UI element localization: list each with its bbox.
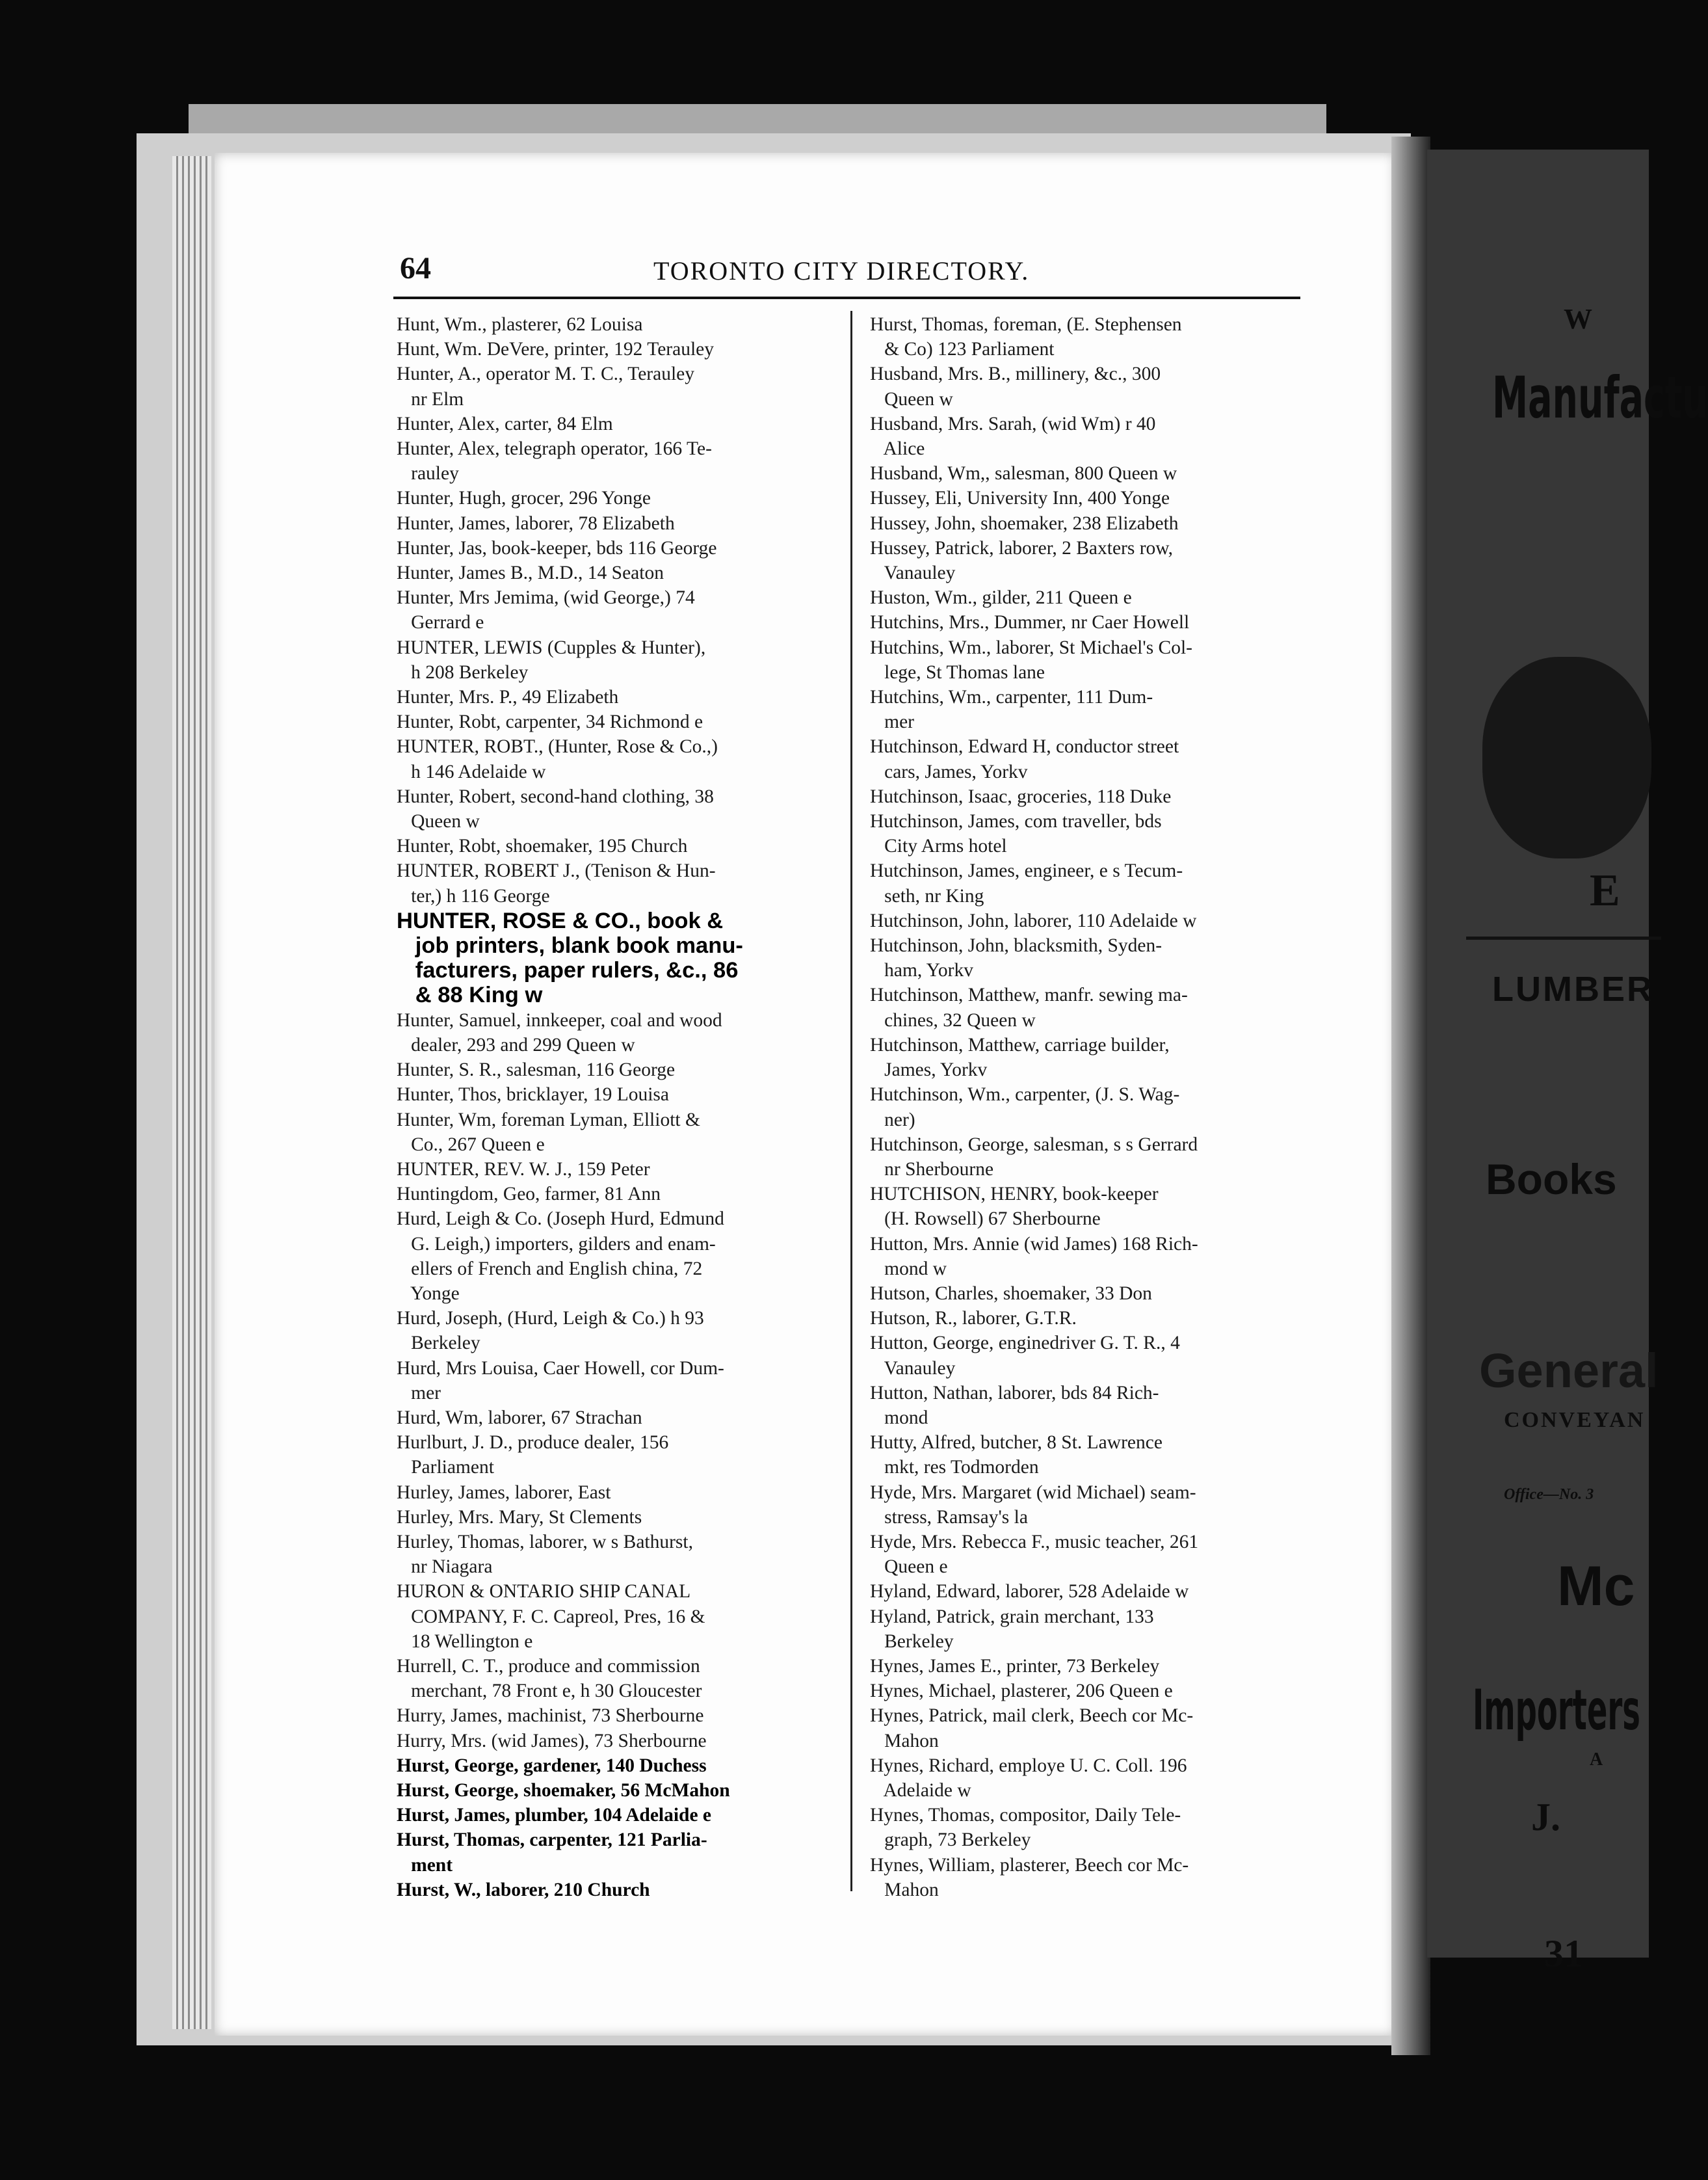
directory-entry: Hunt, Wm. DeVere, printer, 192 Terauley [397,339,715,360]
directory-entry: Husband, Mrs. Sarah, (wid Wm) r 40 Alice [870,413,1156,460]
directory-entry: Hutchinson, John, laborer, 110 Adelaide w [870,910,1197,931]
directory-entry: Hutchinson, George, salesman, s s Gerrard nr Sherbourne [870,1134,1198,1180]
directory-entry: Hutchinson, John, blacksmith, Syden- ham, Yorkv [870,935,1163,981]
directory-entry: Hutchinson, Edward H, conductor street cars, James, Yorkv [870,736,1179,782]
ad-text: E [1590,866,1620,916]
directory-entry: Hussey, Eli, University Inn, 400 Yonge [870,488,1170,509]
directory-entry: Hunter, James, laborer, 78 Elizabeth [397,512,675,534]
directory-entry: HURON & ONTARIO SHIP CANAL COMPANY, F. C. Capreol, Pres, 16 & 18 Wellington e [397,1581,705,1652]
directory-entry: Hutchinson, Matthew, carriage builder, James, Yorkv [870,1034,1170,1081]
directory-entry: Hunter, Hugh, grocer, 296 Yonge [397,488,651,509]
directory-entry: Hunter, Wm, foreman Lyman, Elliott & Co., 267 Queen e [397,1109,700,1155]
directory-entry: Husband, Wm,, salesman, 800 Queen w [870,463,1177,485]
directory-entry: Hunter, Jas, book-keeper, bds 116 George [397,537,717,559]
ad-text: W [1564,303,1605,335]
directory-entry: Hyde, Mrs. Rebecca F., music teacher, 261 Queen e [870,1531,1199,1578]
directory-entry: Hunter, Robt, shoemaker, 195 Church [397,836,688,857]
directory-entry: Hurst, Thomas, foreman, (E. Stephensen & Co) 123 Parliament [870,314,1182,360]
directory-entry: Hyland, Edward, laborer, 528 Adelaide w [870,1581,1189,1602]
directory-entry: Hurrell, C. T., produce and commission merchant, 78 Front e, h 30 Gloucester [397,1655,702,1702]
directory-entry: HUNTER, LEWIS (Cupples & Hunter), h 208 Berkeley [397,637,706,683]
directory-entry: Hynes, Richard, employe U. C. Coll. 196 Adelaide w [870,1755,1187,1801]
ad-text: LUMBER [1492,970,1654,1009]
directory-entry: Hutton, George, enginedriver G. T. R., 4 Vanauley [870,1333,1180,1379]
directory-entry: Hutchinson, James, engineer, e s Tecum- seth, nr King [870,860,1183,907]
directory-entry: Hurst, George, gardener, 140 Duchess [397,1755,707,1776]
directory-entry: Hynes, Patrick, mail clerk, Beech cor Mc- Mahon [870,1705,1194,1751]
directory-entry: Hurd, Mrs Louisa, Caer Howell, cor Dum- mer [397,1357,724,1403]
ad-illustration [1482,657,1651,858]
directory-entry: Hyde, Mrs. Margaret (wid Michael) seam- stress, Ramsay's la [870,1482,1196,1528]
directory-entry: Hunter, Mrs. P., 49 Elizabeth [397,687,619,708]
book-gutter [1391,137,1430,2055]
ad-text: J. [1531,1796,1560,1839]
directory-entry: Hutchins, Mrs., Dummer, nr Caer Howell [870,612,1190,633]
directory-entry: Hunter, Alex, telegraph operator, 166 Te- rauley [397,438,712,485]
directory-entry: HUNTER, ROBT., (Hunter, Rose & Co.,) h 146 Adelaide w [397,736,718,782]
directory-entry: Husband, Mrs. B., millinery, &c., 300 Queen w [870,364,1161,410]
ad-text: 31 [1544,1932,1583,1975]
ad-text: Books [1486,1155,1617,1203]
ad-text: CONVEYAN [1504,1408,1646,1432]
directory-entry: Hutchinson, Isaac, groceries, 118 Duke [870,786,1172,807]
directory-entry: Hynes, James E., printer, 73 Berkeley [870,1655,1160,1677]
directory-entry: Hussey, John, shoemaker, 238 Elizabeth [870,512,1179,534]
directory-entry: Hurlburt, J. D., produce dealer, 156 Parliament [397,1432,669,1478]
page-fore-edge [172,156,211,2029]
directory-entry: Hutty, Alfred, butcher, 8 St. Lawrence mkt, res Todmorden [870,1432,1163,1478]
page-title: TORONTO CITY DIRECTORY. [653,256,1030,286]
directory-entry: Hutton, Nathan, laborer, bds 84 Rich- mond [870,1382,1159,1428]
ad-text: A [1590,1749,1603,1770]
directory-entry: Hutson, Charles, shoemaker, 33 Don [870,1283,1152,1304]
directory-entry: HUNTER, REV. W. J., 159 Peter [397,1158,650,1180]
directory-entry: HUNTER, ROBERT J., (Tenison & Hun- ter,) h 116 George [397,860,716,907]
directory-entry: Hutson, R., laborer, G.T.R. [870,1308,1077,1329]
directory-entry: Hurry, James, machinist, 73 Sherbourne [397,1705,704,1727]
directory-entry: Hutchins, Wm., laborer, St Michael's Col- lege, St Thomas lane [870,637,1192,683]
directory-entry: Hutchinson, Matthew, manfr. sewing ma- chines, 32 Queen w [870,985,1188,1031]
directory-entry: Hurst, James, plumber, 104 Adelaide e [397,1805,712,1826]
directory-entry: Hurst, W., laborer, 210 Church [397,1879,650,1900]
directory-entry: Hunter, S. R., salesman, 116 George [397,1059,676,1081]
directory-entry: Hurley, Thomas, laborer, w s Bathurst, nr Niagara [397,1531,693,1578]
directory-entry: Hunter, Mrs Jemima, (wid George,) 74 Gerrard e [397,587,695,633]
directory-entry: Hutchins, Wm., carpenter, 111 Dum- mer [870,687,1153,733]
ad-text: Office—No. 3 [1504,1486,1594,1503]
directory-entry: Hurd, Leigh & Co. (Joseph Hurd, Edmund G. Leigh,) importers, gilders and enam- ellers of French and English china, 72 Yonge [397,1208,724,1304]
directory-entry: Hunter, A., operator M. T. C., Terauley nr Elm [397,364,694,410]
ad-rule [1466,937,1661,940]
directory-entry: Hynes, William, plasterer, Beech cor Mc- Mahon [870,1854,1189,1900]
directory-entry: Hynes, Michael, plasterer, 206 Queen e [870,1681,1173,1702]
left-column [397,312,832,1902]
adjacent-ad-page [1427,150,1708,1975]
directory-entry: Hurry, Mrs. (wid James), 73 Sherbourne [397,1730,707,1751]
directory-entry: Hyland, Patrick, grain merchant, 133 Berkeley [870,1606,1154,1652]
header-rule [393,297,1300,299]
directory-entry: Hurst, George, shoemaker, 56 McMahon [397,1779,730,1801]
directory-entry: Hunter, Alex, carter, 84 Elm [397,413,613,434]
ad-text: Mc [1557,1555,1635,1617]
ad-text: General [1479,1344,1659,1398]
directory-entry: Hurley, James, laborer, East [397,1482,611,1503]
page-number: 64 [400,251,431,286]
directory-entry: Huston, Wm., gilder, 211 Queen e [870,587,1132,609]
column-divider [850,311,852,1891]
ad-text: Manufactu [1492,364,1708,431]
directory-entry: Hynes, Thomas, compositor, Daily Tele- graph, 73 Berkeley [870,1805,1181,1851]
directory-entry: Hutchinson, Wm., carpenter, (J. S. Wag- ner) [870,1084,1180,1130]
directory-entry: HUTCHISON, HENRY, book-keeper (H. Rowsell) 67 Sherbourne [870,1184,1159,1230]
page-header [400,250,1300,296]
directory-entry: Hunter, Samuel, innkeeper, coal and wood dealer, 293 and 299 Queen w [397,1009,722,1056]
directory-entry: Hurd, Joseph, (Hurd, Leigh & Co.) h 93 Berkeley [397,1308,704,1354]
directory-entry: Hussey, Patrick, laborer, 2 Baxters row, Vanauley [870,537,1174,584]
directory-entry: Hunter, Robert, second-hand clothing, 38 Queen w [397,786,714,832]
directory-entry: Hutton, Mrs. Annie (wid James) 168 Rich- mond w [870,1233,1198,1279]
ad-text: Importers [1473,1678,1640,1743]
directory-entry: Hunter, Thos, bricklayer, 19 Louisa [397,1084,670,1106]
directory-entry: Huntingdom, Geo, farmer, 81 Ann [397,1184,661,1205]
directory-entry: HUNTER, ROSE & CO., book & job printers, blank book manu- facturers, paper rulers, &c., 86 & 88 King w [397,908,743,1008]
directory-entry: Hunter, Robt, carpenter, 34 Richmond e [397,711,703,733]
directory-entry: Hurst, Thomas, carpenter, 121 Parlia- ment [397,1829,707,1876]
directory-entry: Hutchinson, James, com traveller, bds City Arms hotel [870,811,1162,857]
directory-entry: Hurd, Wm, laborer, 67 Strachan [397,1407,642,1428]
directory-entry: Hunt, Wm., plasterer, 62 Louisa [397,314,643,335]
directory-entry: Hunter, James B., M.D., 14 Seaton [397,563,664,584]
directory-entry: Hurley, Mrs. Mary, St Clements [397,1506,642,1528]
right-column [870,312,1302,1902]
